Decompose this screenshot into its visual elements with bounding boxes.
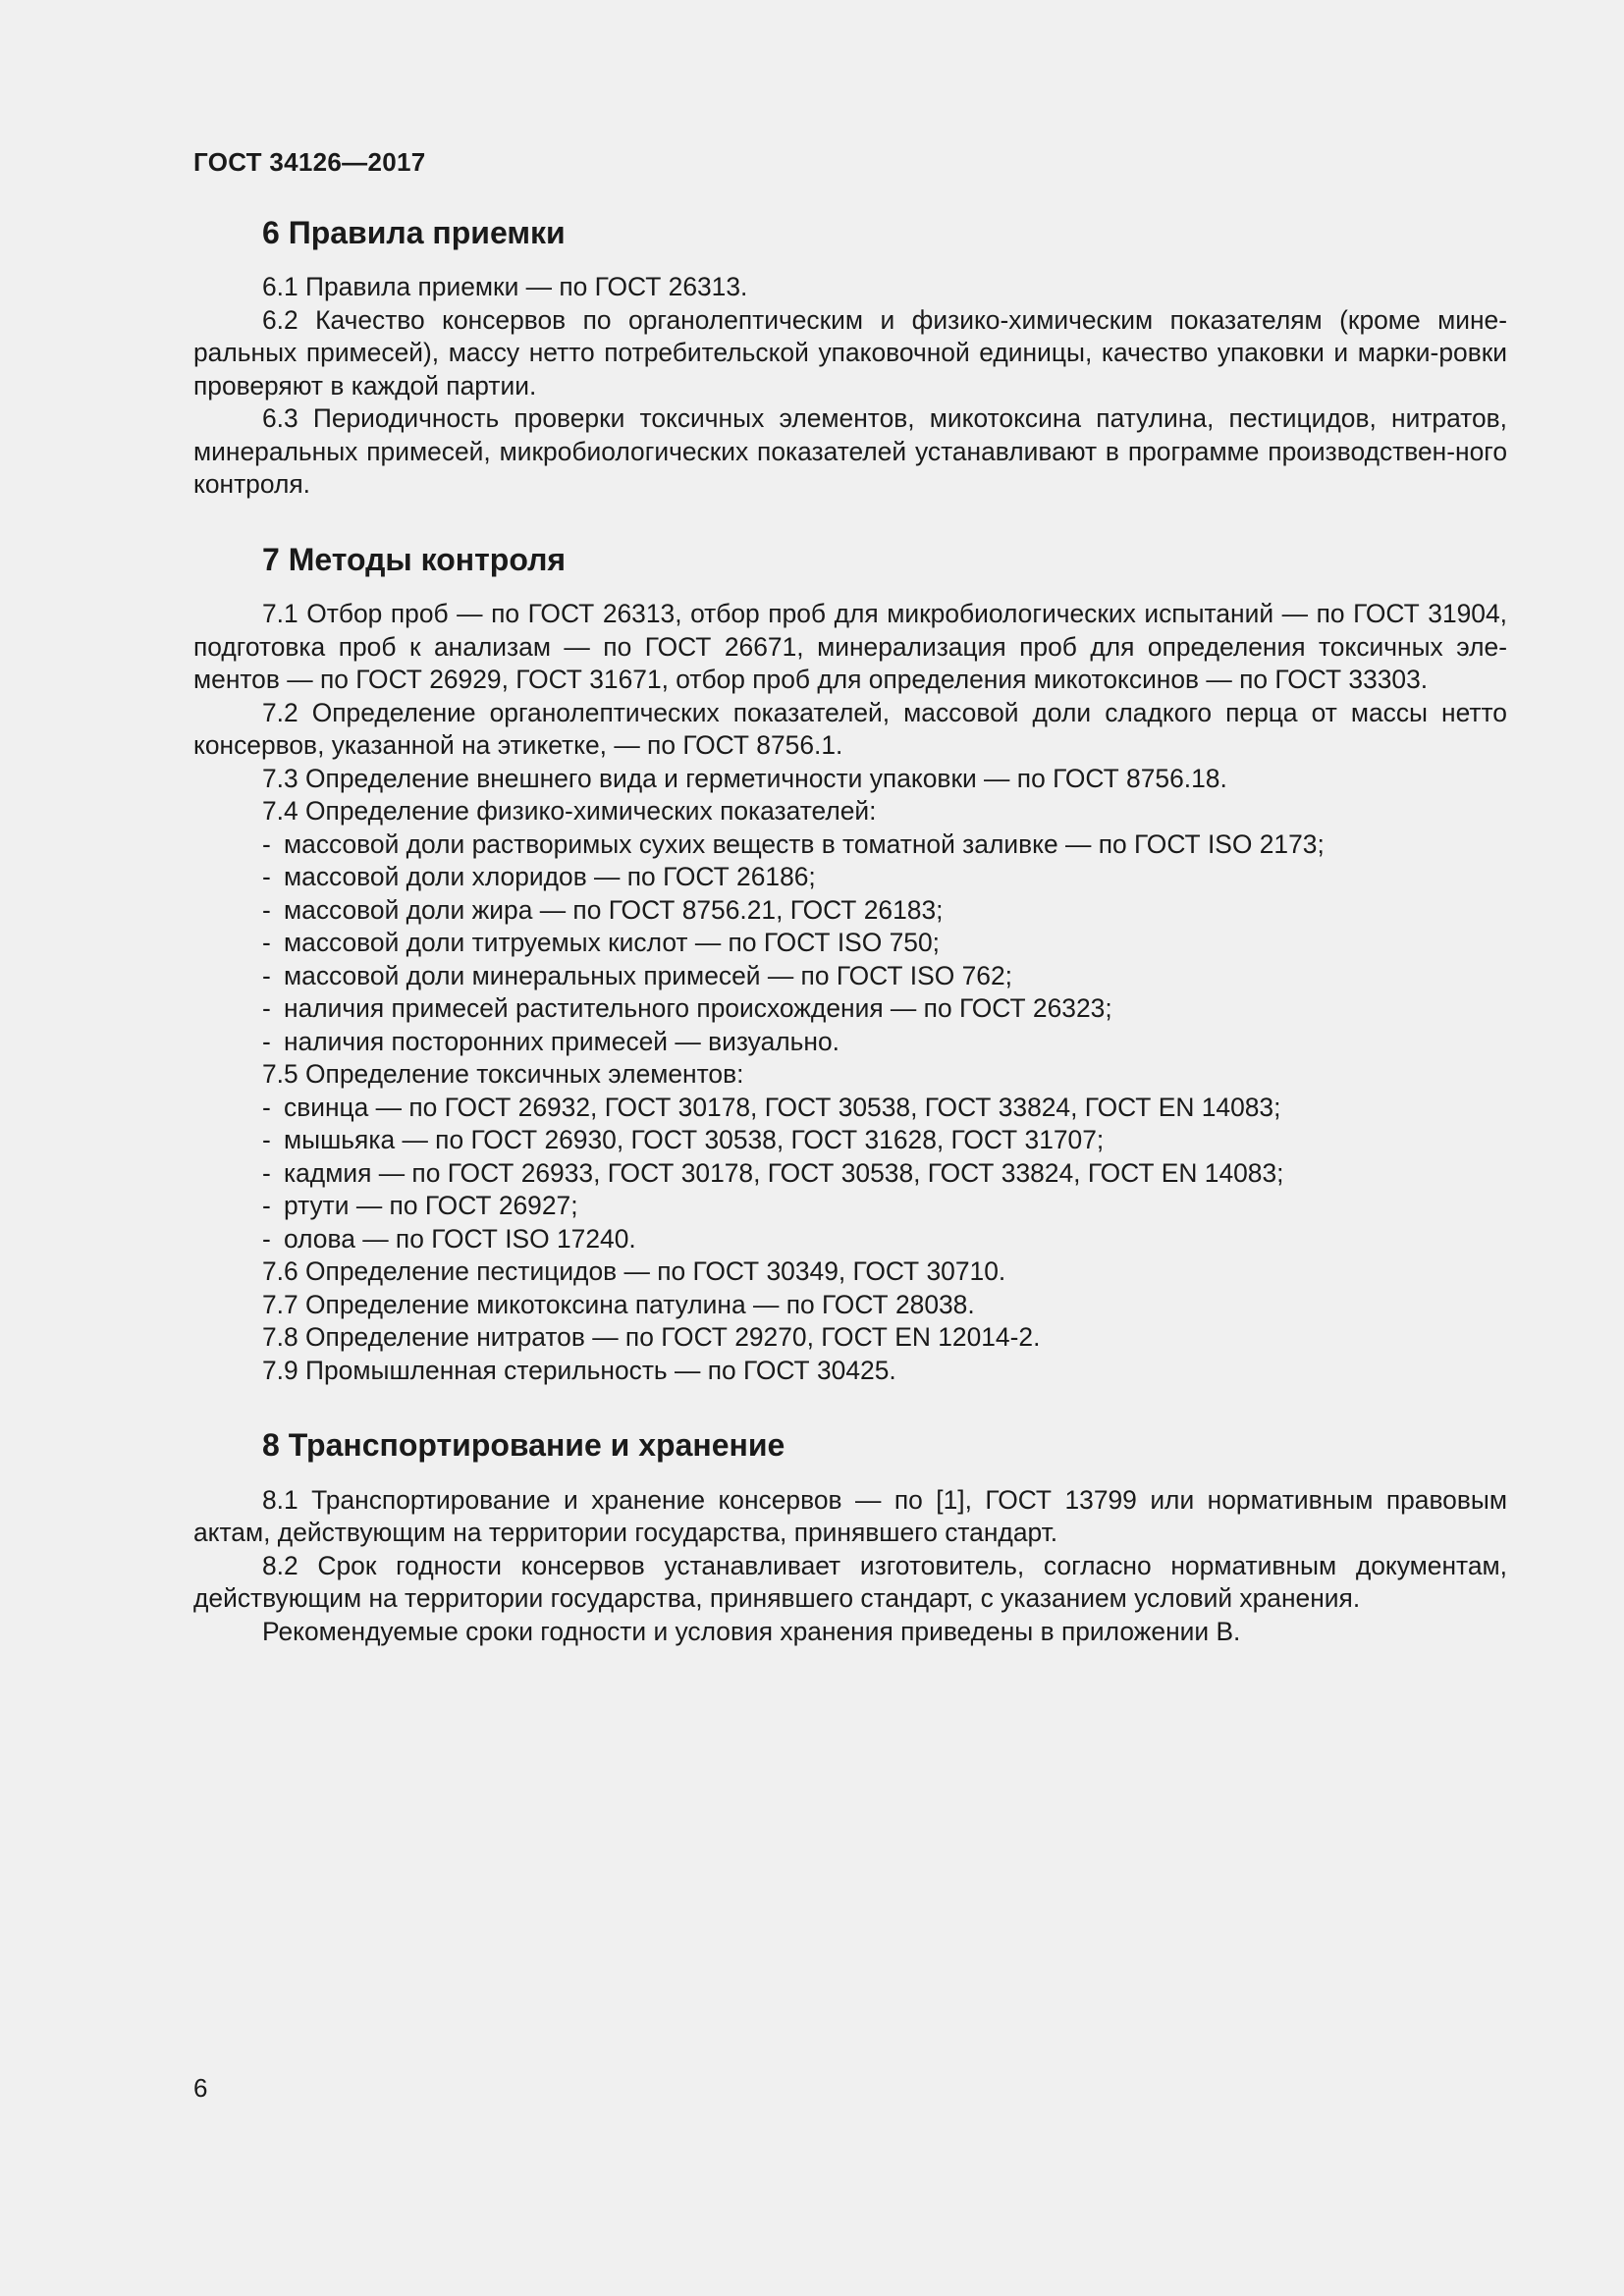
- list-7-5: [193, 1092, 1507, 1256]
- list-item: [193, 1190, 1507, 1223]
- list-item: [193, 1026, 1507, 1059]
- list-item: [193, 828, 1507, 862]
- list-item: [193, 1223, 1507, 1256]
- clause-7-9: 7.9 Промышленная стерильность — по ГОСТ 30425.: [262, 1355, 896, 1385]
- list-item: [193, 992, 1507, 1026]
- dash-marker: -: [262, 862, 271, 892]
- clause-6-3: 6.3 Периодичность проверки токсичных элементов, микотоксина патулина, пестицидов, нитратов, минеральных примесей, микробиологических показателей устанавливают в программе производствен-ного контроля.: [193, 403, 1507, 500]
- clause-7-4: 7.4 Определение физико-химических показателей:: [262, 796, 877, 827]
- dash-marker: -: [262, 960, 271, 990]
- spacer: [193, 502, 1507, 541]
- list-item-text: массовой доли жира — по ГОСТ 8756.21, ГОСТ 26183;: [284, 894, 944, 925]
- list-item-text: массовой доли минеральных примесей — по ГОСТ ISO 762;: [284, 960, 1012, 990]
- dash-marker: -: [262, 993, 271, 1024]
- section-7-title: 7 Методы контроля: [262, 541, 567, 577]
- clause-8-2: 8.2 Срок годности консервов устанавливает изготовитель, согласно нормативным документам, действующим на территории государства, принявшего стандарт, с указанием условий хранения.: [193, 1550, 1507, 1614]
- list-item: [193, 1092, 1507, 1125]
- clause-6-1: 6.1 Правила приемки — по ГОСТ 26313.: [262, 272, 748, 302]
- clause-7-3: 7.3 Определение внешнего вида и герметичности упаковки — по ГОСТ 8756.18.: [262, 763, 1227, 793]
- document-header: ГОСТ 34126—2017: [193, 147, 426, 177]
- clause-7-6: 7.6 Определение пестицидов — по ГОСТ 30349, ГОСТ 30710.: [262, 1256, 1006, 1287]
- section-8-title: 8 Транспортирование и хранение: [262, 1427, 785, 1464]
- dash-marker: -: [262, 1223, 271, 1254]
- dash-marker: -: [262, 1157, 271, 1188]
- clause-7-7: 7.7 Определение микотоксина патулина — по ГОСТ 28038.: [262, 1289, 975, 1319]
- list-7-4: [193, 828, 1507, 1059]
- list-item: [193, 927, 1507, 960]
- list-item-text: наличия примесей растительного происхождения — по ГОСТ 26323;: [284, 993, 1112, 1024]
- clause-6-2: 6.2 Качество консервов по органолептическим и физико-химическим показателям (кроме мине-ральных примесей), массу нетто потребительской упаковочной единицы, качество упаковки и марки-ровки проверяют в каждой партии.: [193, 304, 1507, 400]
- list-item: [193, 894, 1507, 928]
- dash-marker: -: [262, 894, 271, 925]
- dash-marker: -: [262, 1092, 271, 1122]
- dash-marker: -: [262, 1026, 271, 1056]
- list-item-text: массовой доли растворимых сухих веществ в томатной заливке — по ГОСТ ISO 2173;: [284, 828, 1325, 859]
- document-body: [193, 214, 1507, 1648]
- dash-marker: -: [262, 928, 271, 958]
- dash-marker: -: [262, 1125, 271, 1155]
- dash-marker: -: [262, 1191, 271, 1221]
- clause-7-8: 7.8 Определение нитратов — по ГОСТ 29270, ГОСТ EN 12014-2.: [262, 1322, 1041, 1353]
- list-item: [193, 1124, 1507, 1157]
- clause-7-5: 7.5 Определение токсичных элементов:: [262, 1059, 744, 1090]
- section-6-title: 6 Правила приемки: [262, 215, 566, 250]
- list-item: [193, 861, 1507, 894]
- list-item-text: олова — по ГОСТ ISO 17240.: [284, 1223, 636, 1254]
- clause-7-1: 7.1 Отбор проб — по ГОСТ 26313, отбор проб для микробиологических испытаний — по ГОСТ 31904, подготовка проб к анализам — по ГОСТ 26671, минерализация проб для определения токсичных эле-ментов — по ГОСТ 26929, ГОСТ 31671, отбор проб для определения микотоксинов — по ГОСТ 33303.: [193, 599, 1507, 695]
- clause-8-2-note: Рекомендуемые сроки годности и условия хранения приведены в приложении В.: [262, 1616, 1241, 1646]
- page-number: 6: [193, 2073, 208, 2103]
- list-item-text: ртути — по ГОСТ 26927;: [284, 1191, 578, 1221]
- list-item: [193, 960, 1507, 993]
- clause-7-2: 7.2 Определение органолептических показателей, массовой доли сладкого перца от массы нетто консервов, указанной на этикетке, — по ГОСТ 8756.1.: [193, 697, 1507, 761]
- list-item: [193, 1157, 1507, 1191]
- dash-marker: -: [262, 828, 271, 859]
- list-item-text: мышьяка — по ГОСТ 26930, ГОСТ 30538, ГОСТ 31628, ГОСТ 31707;: [284, 1125, 1105, 1155]
- list-item-text: наличия посторонних примесей — визуально.: [284, 1026, 839, 1056]
- list-item-text: массовой доли хлоридов — по ГОСТ 26186;: [284, 862, 816, 892]
- list-item-text: кадмия — по ГОСТ 26933, ГОСТ 30178, ГОСТ 30538, ГОСТ 33824, ГОСТ EN 14083;: [284, 1157, 1284, 1188]
- spacer: [193, 1387, 1507, 1426]
- clause-8-1: 8.1 Транспортирование и хранение консервов — по [1], ГОСТ 13799 или нормативным правовым актам, действующим на территории государства, принявшего стандарт.: [193, 1484, 1507, 1548]
- list-item-text: массовой доли титруемых кислот — по ГОСТ ISO 750;: [284, 928, 940, 958]
- list-item-text: свинца — по ГОСТ 26932, ГОСТ 30178, ГОСТ 30538, ГОСТ 33824, ГОСТ EN 14083;: [284, 1092, 1281, 1122]
